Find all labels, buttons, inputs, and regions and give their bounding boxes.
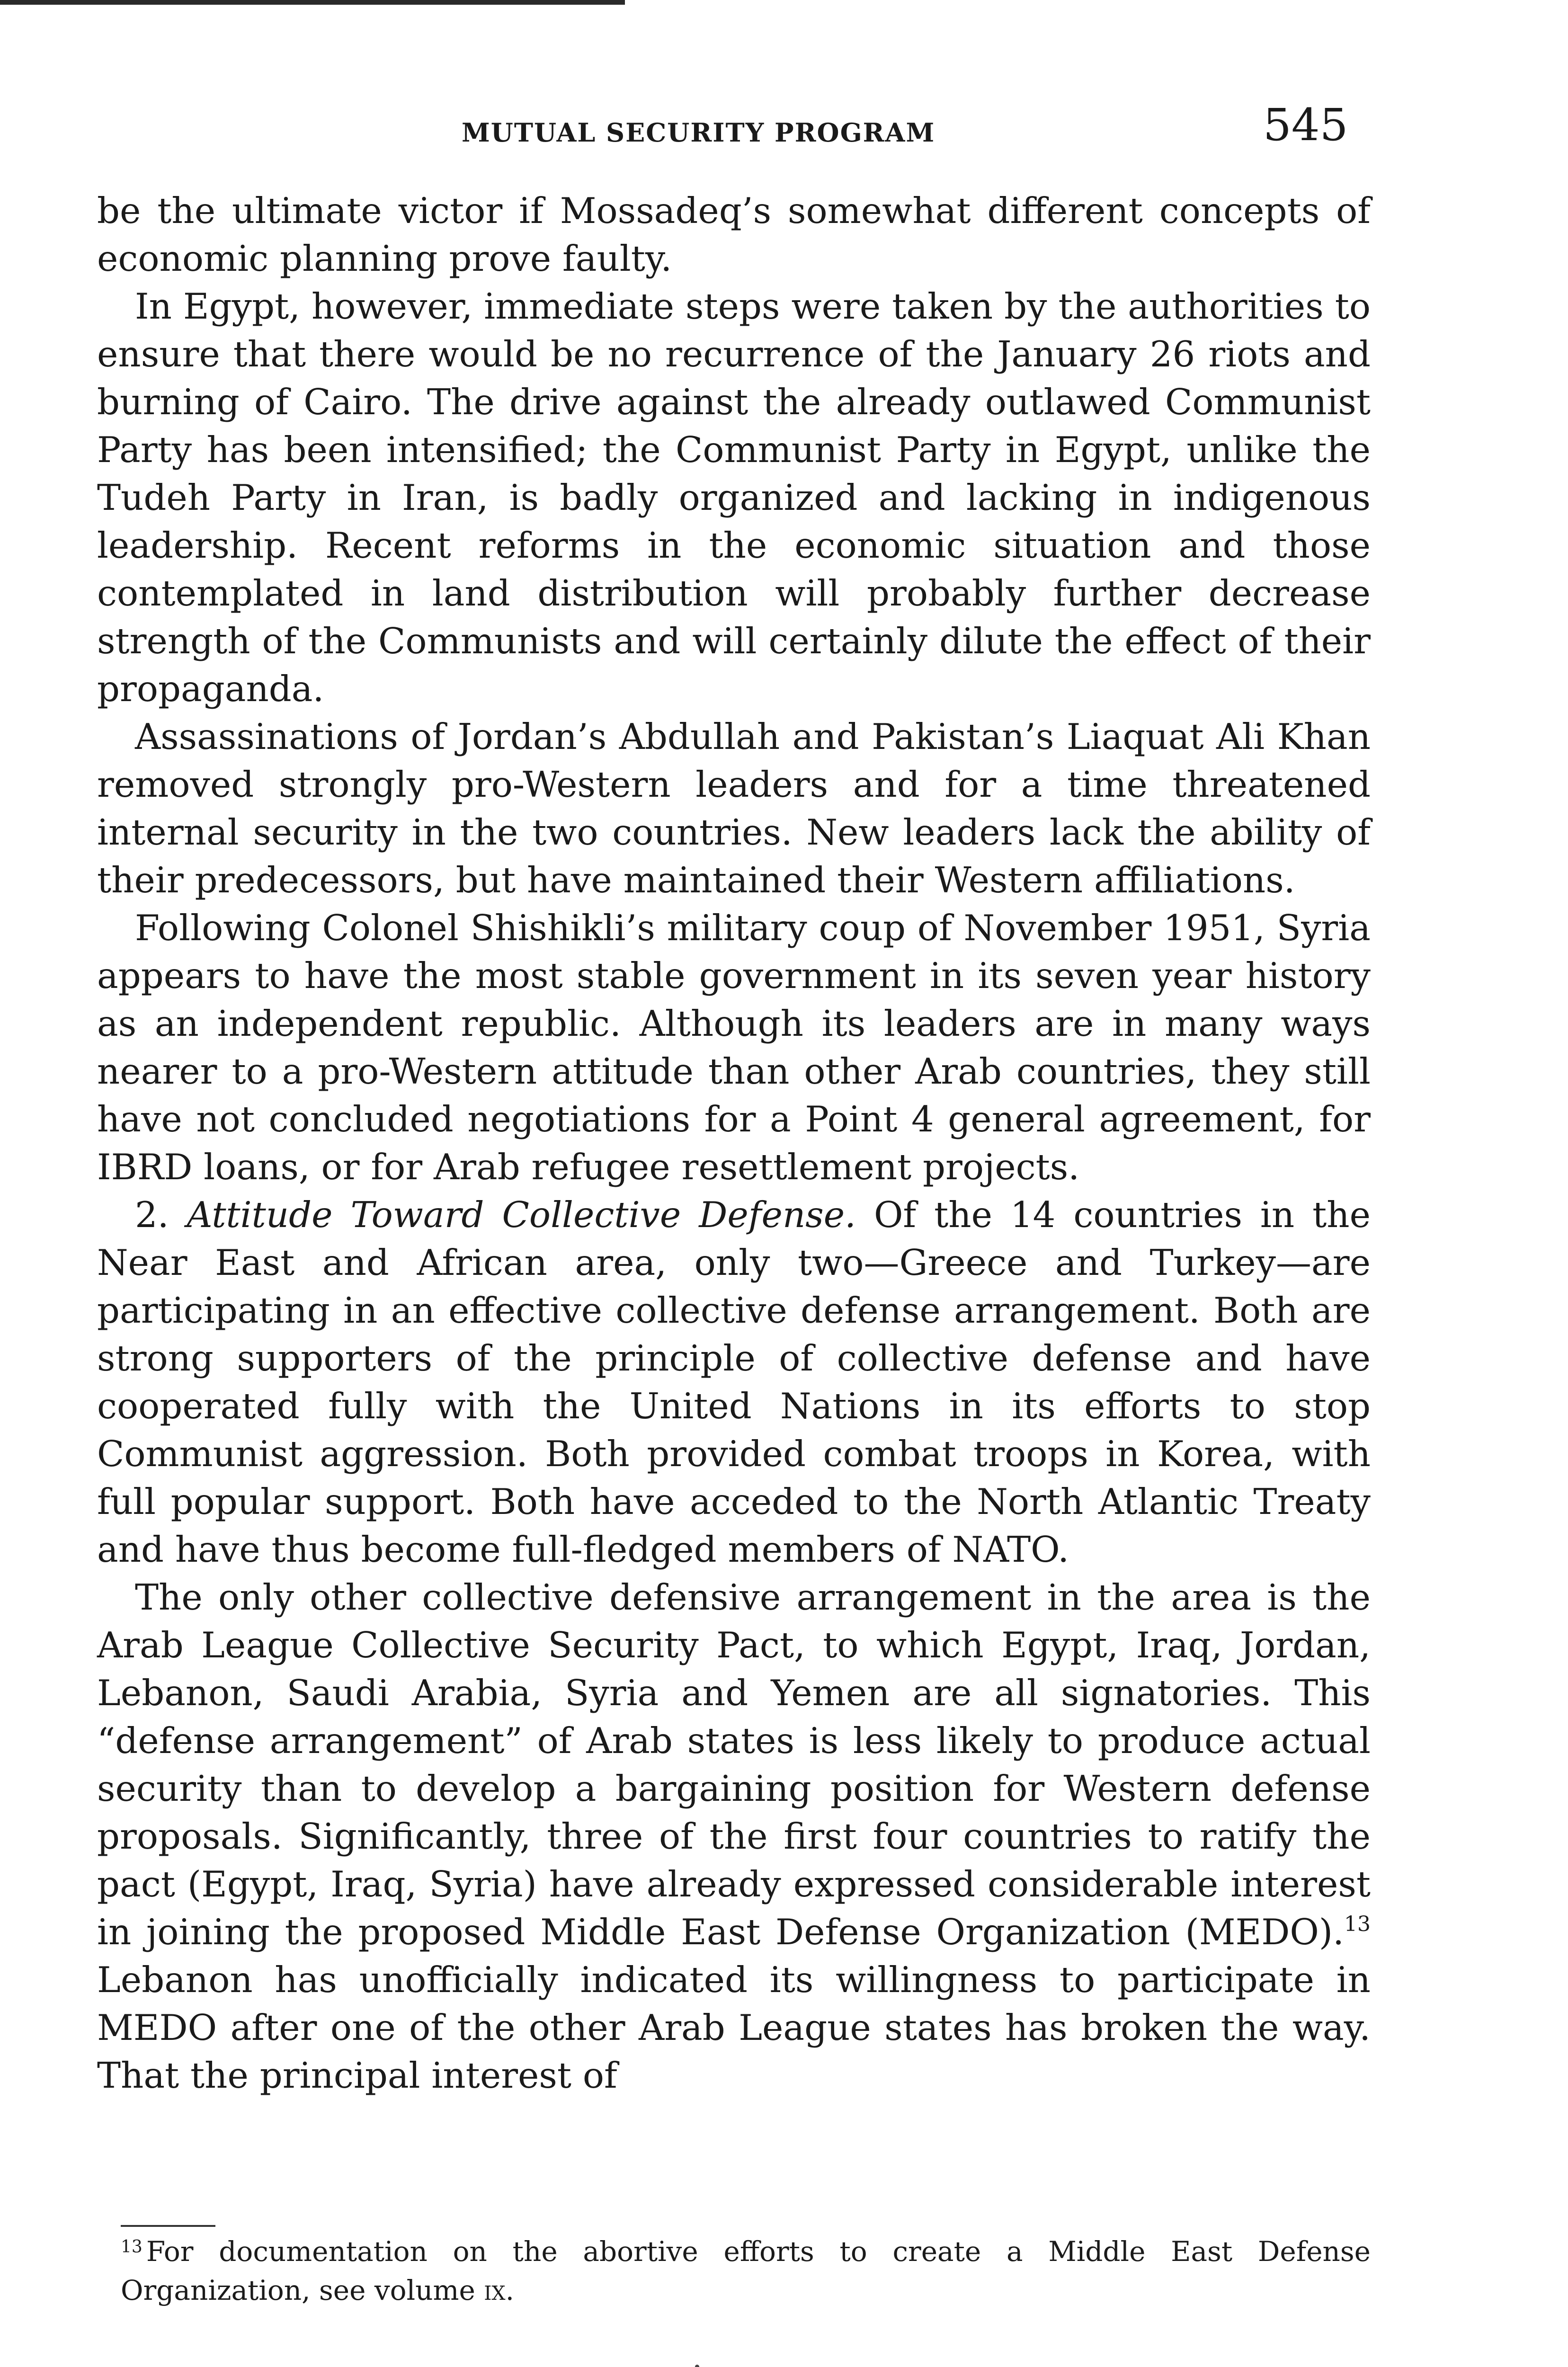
footnote-number: 13 <box>121 2237 143 2257</box>
paragraph-4: Following Colonel Shishikli’s military coup of November 1951, Syria appears to have the most stable government in its seven year history as an independent republic. Although its leaders are in many ways nearer to a pro-Western attitude than other Arab countries, they still have not concluded negotiations for a Point 4 general agreement, for IBRD loans, or for Arab refugee resettlement projects. <box>97 907 1371 1188</box>
footnote <box>121 2232 1371 2310</box>
footnote-rule <box>121 2225 215 2227</box>
page-number: 545 <box>1263 99 1348 151</box>
ink-speck <box>695 2365 699 2367</box>
footnote-reference: 13 <box>1344 1912 1371 1936</box>
footnote-volume: ix <box>484 2274 506 2306</box>
paragraph-3: Assassinations of Jordan’s Abdullah and Pakistan’s Liaquat Ali Khan removed strongly pro-Western leaders and for a time threatened internal security in the two countries. New leaders lack the ability of their predecessors, but have maintained their Western affiliations. <box>97 716 1371 901</box>
paragraph-6-part1: The only other collective defensive arrangement in the area is the Arab League Collective Security Pact, to which Egypt, Iraq, Jordan, Lebanon, Saudi Arabia, Syria and Yemen are all signatories. This “defense arrangement” of Arab states is less likely to produce actual security than to develop a bargaining position for Western defense proposals. Significantly, three of the first four countries to ratify the pact (Egypt, Iraq, Syria) have already expressed considerable interest in joining the proposed Middle East Defense Organization (MEDO). <box>97 1576 1371 1953</box>
body-text <box>97 187 1371 2100</box>
footnote-text: For documentation on the abortive efforts to create a Middle East Defense Organization, see volume <box>121 2235 1371 2306</box>
section-text: Of the 14 countries in the Near East and African area, only two—Greece and Turkey—are participating in an effective collective defense arrangement. Both are strong supporters of the principle of collective defense and have cooperated fully with the United Nations in its efforts to stop Communist aggression. Both provided combat troops in Korea, with full popular support. Both have acceded to the North Atlantic Treaty and have thus become full-fledged members of NATO. <box>97 1194 1371 1570</box>
running-title: MUTUAL SECURITY PROGRAM <box>462 117 935 148</box>
paragraph-6-part2: Lebanon has unofficially indicated its willingness to participate in MEDO after one of the other Arab League states has broken the way. That the principal interest of <box>97 1959 1371 2096</box>
section-heading: Attitude Toward Collective Defense. <box>187 1194 856 1236</box>
paragraph-6 <box>97 1574 1371 2100</box>
paragraph-2: In Egypt, however, immediate steps were taken by the authorities to ensure that there would be no recurrence of the January 26 riots and burning of Cairo. The drive against the already outlawed Communist Party has been intensified; the Communist Party in Egypt, unlike the Tudeh Party in Iran, is badly organized and lacking in indigenous leadership. Recent reforms in the economic situation and those contemplated in land distribution will probably further decrease strength of the Communists and will certainly dilute the effect of their propaganda. <box>97 285 1371 710</box>
footnote-end: . <box>505 2274 515 2306</box>
top-rule <box>0 0 625 5</box>
paragraph-5 <box>97 1191 1371 1574</box>
paragraph-1: be the ultimate victor if Mossadeq’s somewhat different concepts of economic planning prove faulty. <box>97 190 1371 279</box>
section-number: 2. <box>135 1194 169 1236</box>
